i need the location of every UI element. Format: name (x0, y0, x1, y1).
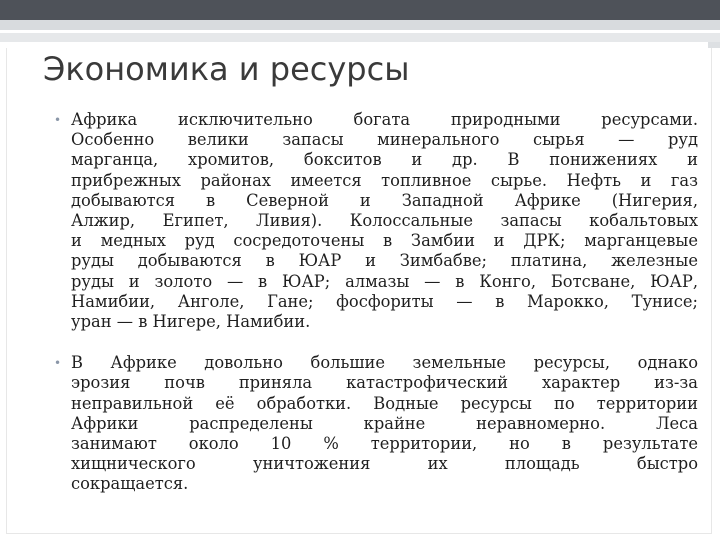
text-line: занимают около 10 % территории, но в результате (71, 434, 698, 454)
text-line: Африки распределены крайне неравномерно. Леса (71, 413, 698, 433)
slide-title: Экономика и ресурсы (43, 50, 410, 88)
paragraph-text (71, 353, 698, 494)
text-line: руды добываются в ЮАР и Зимбабве; платина, железные (71, 251, 698, 271)
text-line: Особенно велики запасы минерального сырья — руд (71, 130, 698, 150)
text-line: марганца, хромитов, бокситов и др. В понижениях и (71, 150, 698, 170)
slide-body (50, 110, 698, 495)
text-line: эрозия почв приняла катастрофический характер из-за (71, 373, 698, 393)
paragraph-resources (50, 110, 698, 332)
text-line: руды и золото — в ЮАР; алмазы — в Конго, Ботсване, ЮАР, (71, 271, 698, 291)
paragraph-land-water (50, 353, 698, 494)
paragraph-text (71, 110, 698, 332)
text-line: сокращается. (71, 474, 189, 494)
text-line: уран — в Нигере, Намибии. (71, 312, 311, 332)
text-line: В Африке довольно большие земельные ресурсы, однако (71, 353, 698, 373)
text-line: хищнического уничтожения их площадь быстро (71, 454, 698, 474)
text-line: Намибии, Анголе, Гане; фосфориты — в Марокко, Тунисе; (71, 291, 698, 311)
text-line: и медных руд сосредоточены в Замбии и ДРК; марганцевые (71, 231, 698, 251)
accent-band-light (0, 33, 720, 42)
text-line: добываются в Северной и Западной Африке (Нигерия, (71, 190, 698, 210)
text-line: прибрежных районах имеется топливное сырье. Нефть и газ (71, 170, 698, 190)
text-line: Алжир, Египет, Ливия). Колоссальные запасы кобальтовых (71, 211, 698, 231)
top-bar (0, 0, 720, 20)
text-line: Африка исключительно богата природными ресурсами. (71, 110, 698, 129)
accent-band (0, 20, 720, 30)
bullet-icon: • (54, 113, 62, 127)
bullet-icon: • (54, 356, 62, 371)
text-line: неправильной её обработки. Водные ресурсы по территории (71, 393, 698, 413)
